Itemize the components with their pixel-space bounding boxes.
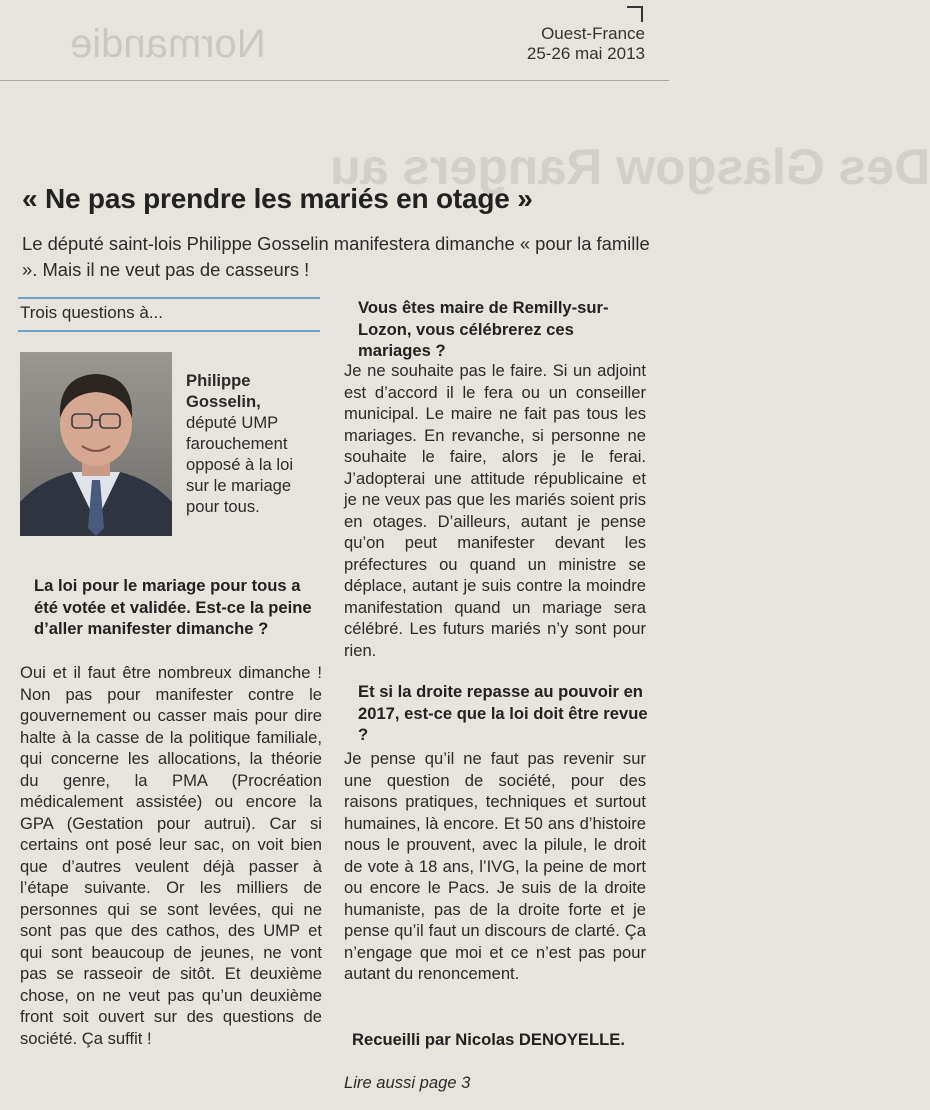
photo-caption [186,370,316,517]
article-lead: Le député saint-lois Philippe Gosselin manifestera dimanche « pour la famille ». Mais il ne veut pas de casseurs ! [22,233,650,280]
corner-mark [627,6,643,22]
caption-name: Philippe Gosselin, [186,371,261,411]
bleed-through-headline: Des Glasgow Rangers au [330,139,930,195]
answer-2: Je ne souhaite pas le faire. Si un adjoint est d’accord il le fera ou un conseiller municipal. Le maire ne fait pas tous les mariages. En revanche, si personne ne souhaite le faire, alors je le ferai. J’adopterai une attitude républicaine et je ne veux pas que les mariés soient pris en otages. D’ailleurs, autant je pense qu’on peut manifester devant les préfectures ou quand un ministre se déplace, autant je suis contre la moindre manifestation quand un mariage sera célébré. Les futurs mariés n’y sont pour rien. [344,361,646,660]
answer-3: Je pense qu’il ne faut pas revenir sur une question de société, pour des raisons pratiques, techniques et surtout humaines, là encore. Et 50 ans d’histoire nous le prouvent, avec la pilule, le droit de vote à 18 ans, l’IVG, la peine de mort ou encore le Pacs. Je suis de la droite humaniste, pas de la droite forte et je pense qu’il faut un discours de clarté. Ça n’engage que moi et ce n’est pas pour autant du renoncement. [344,749,646,983]
source-info [527,24,645,64]
question-1: La loi pour le mariage pour tous a été votée et validée. Est-ce la peine d’aller manifester dimanche ? [34,576,312,638]
bleed-through-section-title: Normandie [70,22,266,66]
author-credit: Recueilli par Nicolas DENOYELLE. [352,1030,625,1049]
publication-date: 25-26 mai 2013 [526,44,645,63]
question-3: Et si la droite repasse au pouvoir en 2017, est-ce que la loi doit être revue ? [358,682,648,744]
caption-text: député UMP farouchement opposé à la loi sur le mariage pour tous. [186,413,294,516]
publication-name: Ouest-France [541,24,645,43]
rubric-rule-bottom [18,330,320,332]
article-headline: « Ne pas prendre les mariés en otage » [22,183,533,214]
rubric-rule-top [18,297,320,299]
portrait-photo [20,352,172,536]
answer-1: Oui et il faut être nombreux dimanche ! Non pas pour manifester contre le gouvernement ou casser mais pour dire halte à la casse de la politique familiale, qui concerne les allocations, la théorie du genre, la PMA (Procréation médicalement assistée) ou encore la GPA (Gestation pour autrui). Car si certains ont posé leur sac, on voit bien que d’autres veulent déjà passer à l’étape suivante. Or les milliers de personnes qui se sont levées, qui ne sont pas que des cathos, des UMP et qui sont beaucoup de jeunes, ne vont pas se rasseoir de sitôt. Et deuxième chose, on ne veut pas qu’un deuxième front soit ouvert sur des questions de société. Ça suffit ! [20,663,322,1048]
see-also-note: Lire aussi page 3 [344,1073,471,1092]
rubric-label: Trois questions à... [20,303,163,322]
header-rule [0,80,669,81]
question-2: Vous êtes maire de Remilly-sur-Lozon, vous célébrerez ces mariages ? [358,298,609,360]
